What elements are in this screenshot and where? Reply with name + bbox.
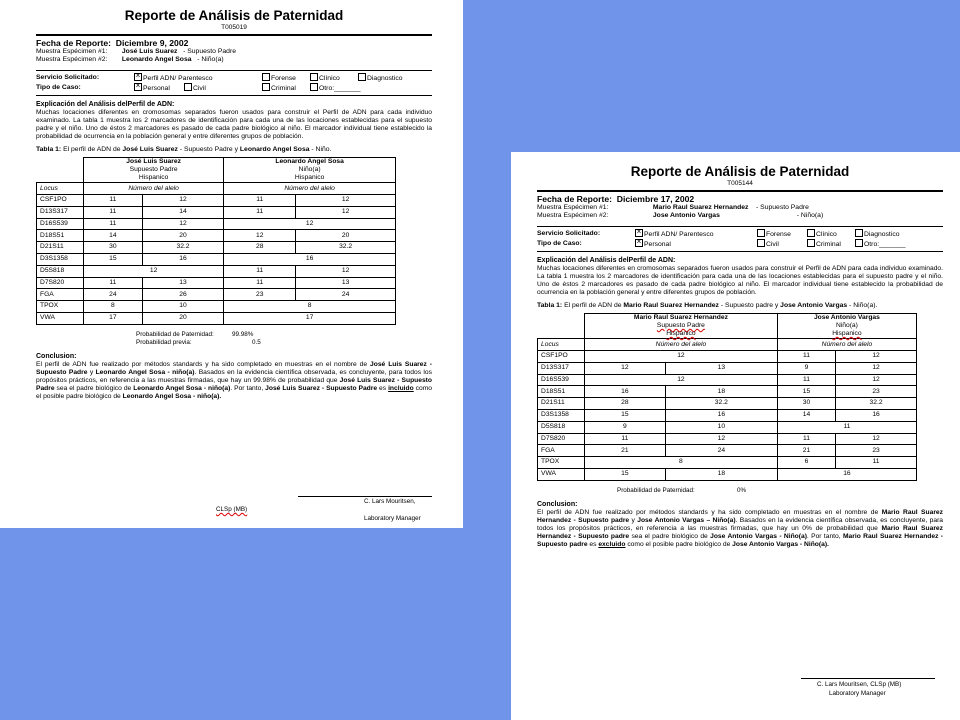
allele-cell: 12 <box>142 195 223 207</box>
allele-cell: 11 <box>224 265 296 277</box>
table-row <box>538 362 917 374</box>
case-option: Civil <box>184 83 252 93</box>
dna-profile-table <box>36 157 396 325</box>
table-row <box>37 195 396 207</box>
table-subheader-row <box>37 183 396 195</box>
divider <box>537 190 943 192</box>
case-type-row <box>537 239 943 249</box>
specimen-2-line <box>537 212 943 220</box>
table-header-row <box>37 157 396 183</box>
locus-cell: CSF1PO <box>37 195 84 207</box>
divider <box>537 226 943 227</box>
specimen-1-role: - Supuesto Padre <box>756 204 809 211</box>
specimen-1-name: Mario Raul Suarez Hernandez <box>652 204 749 211</box>
specimen-1-line <box>36 48 432 56</box>
divider <box>36 70 432 71</box>
allele-cell: 11 <box>224 277 296 289</box>
service-option: Diagnostico <box>358 73 403 83</box>
service-option: × Perfil ADN/ Parentesco <box>635 229 747 239</box>
allele-cell: 23 <box>836 386 917 398</box>
allele-cell: 24 <box>296 289 396 301</box>
case-option: Criminal <box>262 83 300 93</box>
table-row <box>538 433 917 445</box>
table-caption: Tabla 1: El perfil de ADN de Mario Raul Suarez Hernandez - Supuesto padre y Jose Antonio Vargas - Niño(a). <box>537 302 878 310</box>
case-type-row <box>36 83 432 93</box>
allele-cell: 13 <box>142 277 223 289</box>
table-row <box>538 351 917 363</box>
service-option: Forense <box>757 229 797 239</box>
report-code: T005019 <box>221 24 247 31</box>
allele-cell: 14 <box>777 409 835 421</box>
allele-cell: 16 <box>585 386 666 398</box>
allele-cell: 11 <box>84 277 143 289</box>
allele-cell: 32.2 <box>836 398 917 410</box>
table-row <box>37 265 396 277</box>
allele-cell: 28 <box>585 398 666 410</box>
report-date-label: Fecha de Reporte: <box>36 38 111 48</box>
allele-header: Número del alelo <box>84 183 224 195</box>
locus-cell: TPOX <box>538 457 585 469</box>
allele-cell: 15 <box>585 468 666 480</box>
locus-cell: TPOX <box>37 301 84 313</box>
specimen-1-label: Muestra Espécimen #1: <box>36 48 108 55</box>
allele-cell: 11 <box>836 457 917 469</box>
locus-cell: D21S11 <box>37 242 84 254</box>
allele-cell: 11 <box>84 206 143 218</box>
allele-cell: 32.2 <box>665 398 777 410</box>
allele-cell: 11 <box>777 433 835 445</box>
allele-cell: 24 <box>84 289 143 301</box>
specimen-1-label: Muestra Espécimen #1: <box>537 204 609 211</box>
locus-cell: D3S1358 <box>37 253 84 265</box>
person-2-header: Jose Antonio Vargas Niño(a) Hispanico <box>777 313 916 339</box>
table-row <box>37 218 396 230</box>
allele-cell: 16 <box>224 253 396 265</box>
allele-cell: 10 <box>665 421 777 433</box>
checked-box-icon <box>134 83 142 91</box>
allele-cell: 15 <box>585 409 666 421</box>
case-option: Criminal <box>807 239 845 249</box>
allele-cell: 11 <box>777 421 916 433</box>
signer-name: C. Lars Mouritsen, <box>364 498 416 505</box>
locus-cell: D13S317 <box>37 206 84 218</box>
table-row <box>538 386 917 398</box>
table-row <box>538 468 917 480</box>
checkbox-icon <box>262 73 270 81</box>
allele-cell: 12 <box>296 265 396 277</box>
table-row <box>37 289 396 301</box>
allele-cell: 12 <box>585 362 666 374</box>
allele-cell: 12 <box>84 265 224 277</box>
service-row <box>537 229 943 239</box>
checkbox-icon <box>262 83 270 91</box>
service-row <box>36 73 432 83</box>
locus-cell: D5S818 <box>538 421 585 433</box>
table-row <box>37 312 396 324</box>
allele-cell: 12 <box>296 195 396 207</box>
locus-cell: D16S539 <box>37 218 84 230</box>
case-option: Otro:_______ <box>310 83 361 93</box>
specimen-2-name: Jose Antonio Vargas <box>652 212 720 220</box>
probability-line: Probabilidad de Paternidad: 0% <box>617 486 747 494</box>
checkbox-icon <box>807 239 815 247</box>
locus-cell: D7S820 <box>37 277 84 289</box>
allele-cell: 20 <box>142 312 223 324</box>
specimen-1-name: José Luis Suarez <box>121 48 178 55</box>
locus-cell: FGA <box>538 445 585 457</box>
locus-cell: D21S11 <box>538 398 585 410</box>
checked-box-icon <box>635 229 643 237</box>
allele-cell: 32.2 <box>142 242 223 254</box>
specimen-2-role: - Niño(a) <box>796 212 824 220</box>
specimen-1-role: - Supuesto Padre <box>183 48 236 55</box>
allele-cell: 8 <box>84 301 143 313</box>
allele-cell: 12 <box>585 351 778 363</box>
allele-cell: 16 <box>836 409 917 421</box>
report-date-line <box>537 194 943 204</box>
table-row <box>538 421 917 433</box>
allele-cell: 20 <box>142 230 223 242</box>
table-row <box>37 206 396 218</box>
report-title: Reporte de Análisis de Paternidad <box>124 8 344 23</box>
signature-line <box>801 678 935 679</box>
table-row <box>37 230 396 242</box>
conclusion-title: Conclusion: <box>537 500 578 508</box>
locus-cell: D3S1358 <box>538 409 585 421</box>
signer-title: Laboratory Manager <box>829 690 886 697</box>
table-row <box>538 445 917 457</box>
table-row <box>37 301 396 313</box>
locus-cell: VWA <box>538 468 585 480</box>
allele-cell: 30 <box>84 242 143 254</box>
table-row <box>37 277 396 289</box>
divider <box>36 34 432 36</box>
service-label: Servicio Solicitado: <box>36 73 100 81</box>
checkbox-icon <box>855 239 863 247</box>
allele-cell: 21 <box>585 445 666 457</box>
allele-cell: 28 <box>224 242 296 254</box>
case-option: Otro:_______ <box>855 239 906 249</box>
checkbox-icon <box>757 229 765 237</box>
service-option: Forense <box>262 73 300 83</box>
report-page-2 <box>511 152 960 720</box>
signer-name: C. Lars Mouritsen, CLSp (MB) <box>817 681 902 688</box>
allele-cell: 23 <box>836 445 917 457</box>
allele-cell: 16 <box>142 253 223 265</box>
locus-cell: D16S539 <box>538 374 585 386</box>
allele-cell: 21 <box>777 445 835 457</box>
allele-cell: 9 <box>777 362 835 374</box>
allele-cell: 15 <box>777 386 835 398</box>
report-code: T005144 <box>727 180 753 187</box>
locus-cell: D18S51 <box>37 230 84 242</box>
allele-header: Número del alelo <box>777 339 916 351</box>
explanation-title: Explicación del Análisis delPerfil de ADN: <box>537 256 676 264</box>
allele-cell: 14 <box>142 206 223 218</box>
allele-cell: 12 <box>224 230 296 242</box>
dna-profile-table <box>537 313 917 481</box>
checkbox-icon <box>855 229 863 237</box>
allele-cell: 32.2 <box>296 242 396 254</box>
table-row <box>538 398 917 410</box>
checkbox-icon <box>310 83 318 91</box>
allele-cell: 26 <box>142 289 223 301</box>
allele-cell: 10 <box>142 301 223 313</box>
allele-cell: 12 <box>296 206 396 218</box>
allele-cell: 16 <box>777 468 916 480</box>
locus-cell: D13S317 <box>538 362 585 374</box>
checkbox-icon <box>358 73 366 81</box>
allele-cell: 15 <box>84 253 143 265</box>
service-option: × Perfil ADN/ Parentesco <box>134 73 252 83</box>
checkbox-icon <box>184 83 192 91</box>
person-1-header: José Luis Suarez Supuesto Padre Hispanico <box>84 157 224 183</box>
allele-cell: 17 <box>224 312 396 324</box>
allele-cell: 11 <box>84 218 143 230</box>
table-header-row <box>538 313 917 339</box>
conclusion-title: Conclusion: <box>36 352 77 360</box>
explanation-text: Muchas locaciones diferentes en cromosomas separados fueron usados para construir el Perfil de ADN para cada individuo examinado. La tabla 1 muestra los 2 marcadores de identificación para cada una de las locaciones establecidas para el supuesto padre y el niño. Uno de éstos 2 marcadores es pasado de cada padre biológico al niño. El marcador individual tiene establecido la probabilidad de ocurrencia en la población general y entre diferentes grupos de población. <box>36 108 432 141</box>
checked-box-icon <box>134 73 142 81</box>
person-1-header: Mario Raul Suarez Hernandez Supuesto Padre Hispanico <box>585 313 778 339</box>
table-row <box>37 253 396 265</box>
divider <box>36 95 432 96</box>
specimen-2-label: Muestra Espécimen #2: <box>36 56 108 64</box>
allele-cell: 12 <box>836 362 917 374</box>
conclusion-text: El perfil de ADN fue realizado por métodos standards y ha sido completado en muestras en el nombre de Mario Raul Suarez Hernandez - Supuesto padre y Jose Antonio Vargas – Niño(a). Basados en la evidencia científica observada, es concluyente, para todos los propósitos prácticos, en referencia a las muestras firmadas, que hay un 0% de probabilidad que Mario Raul Suarez Hernandez - Supuesto padre sea el padre biológico de Jose Antonio Vargas - Niño(a). Por tanto, Mario Raul Suarez Hernandez - Supuesto padre es excluido como el posible padre biológico de Jose Antonio Vargas - Niño(a). <box>537 508 944 549</box>
service-label: Servicio Solicitado: <box>537 229 601 237</box>
case-option: × Personal <box>134 83 174 93</box>
person-2-header: Leonardo Angel Sosa Niño(a) Hispanico <box>224 157 396 183</box>
explanation-title: Explicación del Análisis delPerfil de ADN: <box>36 100 175 108</box>
allele-cell: 12 <box>585 374 778 386</box>
locus-header: Locus <box>538 339 585 351</box>
locus-cell: D7S820 <box>538 433 585 445</box>
table-subheader-row <box>538 339 917 351</box>
allele-cell: 11 <box>84 195 143 207</box>
allele-cell: 11 <box>777 374 835 386</box>
allele-cell: 12 <box>836 433 917 445</box>
allele-cell: 12 <box>142 218 223 230</box>
report-date-label: Fecha de Reporte: <box>537 194 612 204</box>
allele-header: Número del alelo <box>224 183 396 195</box>
allele-cell: 12 <box>224 218 396 230</box>
allele-cell: 24 <box>665 445 777 457</box>
signer-credential: CLSp (MB) <box>216 506 248 513</box>
case-type-label: Tipo de Caso: <box>537 239 582 247</box>
checkbox-icon <box>807 229 815 237</box>
allele-cell: 12 <box>836 351 917 363</box>
locus-cell: VWA <box>37 312 84 324</box>
service-option: Diagnostico <box>855 229 900 239</box>
allele-cell: 6 <box>777 457 835 469</box>
locus-cell: D18S51 <box>538 386 585 398</box>
allele-cell: 23 <box>224 289 296 301</box>
report-title: Reporte de Análisis de Paternidad <box>630 164 850 179</box>
allele-cell: 13 <box>665 362 777 374</box>
report-date: Diciembre 9, 2002 <box>115 38 189 48</box>
specimen-2-line <box>36 56 432 64</box>
table-row <box>538 409 917 421</box>
allele-cell: 9 <box>585 421 666 433</box>
report-date-line <box>36 38 432 48</box>
allele-cell: 18 <box>665 386 777 398</box>
allele-cell: 17 <box>84 312 143 324</box>
case-option: Civil <box>757 239 797 249</box>
checked-box-icon <box>635 239 643 247</box>
report-date: Diciembre 17, 2002 <box>616 194 695 204</box>
specimen-2-name: Leonardo Angel Sosa <box>121 56 192 64</box>
case-type-label: Tipo de Caso: <box>36 83 81 91</box>
checkbox-icon <box>310 73 318 81</box>
allele-cell: 8 <box>224 301 396 313</box>
allele-cell: 11 <box>585 433 666 445</box>
allele-cell: 11 <box>224 195 296 207</box>
allele-cell: 20 <box>296 230 396 242</box>
table-caption: Tabla 1: El perfil de ADN de José Luis Suarez - Supuesto Padre y Leonardo Angel Sosa - Niño. <box>36 146 332 154</box>
signer-title: Laboratory Manager <box>364 515 421 522</box>
allele-cell: 18 <box>665 468 777 480</box>
specimen-2-label: Muestra Espécimen #2: <box>537 212 609 220</box>
allele-cell: 11 <box>777 351 835 363</box>
table-row <box>37 242 396 254</box>
explanation-text: Muchas locaciones diferentes en cromosomas separados fueron usados para construir el Perfil de ADN para cada individuo examinado. La tabla 1 muestra los 2 marcadores de identificación para cada una de las locaciones establecidas para el supuesto padre y el niño. Uno de éstos 2 marcadores es pasado de cada padre biológico al niño. El marcador individual tiene establecido la probabilidad de ocurrencia en la población general y entre diferentes grupos de población. <box>537 264 943 297</box>
table-row <box>538 457 917 469</box>
allele-cell: 8 <box>585 457 778 469</box>
case-option: × Personal <box>635 239 747 249</box>
checkbox-icon <box>757 239 765 247</box>
allele-cell: 11 <box>224 206 296 218</box>
prior-probability-line: Probabilidad previa: 0.5 <box>136 338 261 346</box>
table-row <box>538 374 917 386</box>
locus-header: Locus <box>37 183 84 195</box>
report-page-1 <box>0 0 463 528</box>
allele-header: Número del alelo <box>585 339 778 351</box>
specimen-2-role: - Niño(a) <box>197 56 224 64</box>
allele-cell: 12 <box>665 433 777 445</box>
allele-cell: 30 <box>777 398 835 410</box>
service-option: Clínico <box>310 73 348 83</box>
conclusion-text: El perfil de ADN fue realizado por métodos standards y ha sido completado en muestras en el nombre de José Luis Suarez - Supuesto Padre y Leonardo Angel Sosa - niño(a). Basados en la evidencia científica observada, es concluyente, para todos los propósitos prácticos, en referencia a las muestras firmadas, que hay un 99.98% de probabilidad que José Luis Suarez - Supuesto Padre sea el padre biológico de Leonardo Angel Sosa - niño(a). Por tanto, José Luis Suarez - Supuesto Padre es incluido como el posible padre biológico de Leonardo Angel Sosa - niño(a). <box>36 360 433 401</box>
divider <box>537 251 943 252</box>
allele-cell: 14 <box>84 230 143 242</box>
specimen-1-line <box>537 204 943 212</box>
locus-cell: CSF1PO <box>538 351 585 363</box>
service-option: Clínico <box>807 229 845 239</box>
locus-cell: D5S818 <box>37 265 84 277</box>
allele-cell: 16 <box>665 409 777 421</box>
locus-cell: FGA <box>37 289 84 301</box>
allele-cell: 12 <box>836 374 917 386</box>
probability-line: Probabilidad de Paternidad: 99.98% <box>136 330 254 338</box>
allele-cell: 13 <box>296 277 396 289</box>
